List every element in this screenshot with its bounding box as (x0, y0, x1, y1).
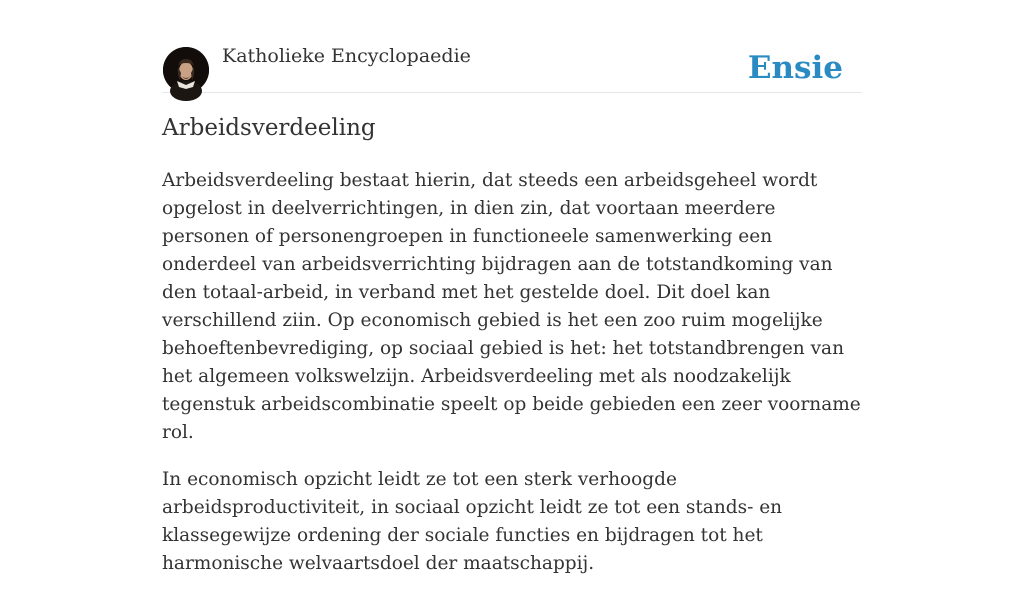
article-paragraph: Arbeidsverdeeling bestaat hierin, dat steeds een arbeidsgeheel wordt opgelost in deelverrichtingen, in dien zin, dat voortaan meerdere personen of personengroepen in functioneele samenwerking een onderdeel van arbeidsverrichting bijdragen aan de totstandkoming van den totaal-arbeid, in verband met het gestelde doel. Dit doel kan verschillend ziin. Op economisch gebied is het een zoo ruim mogelijke behoeftenbevrediging, op sociaal gebied is het: het totstandbrengen van het algemeen volkswelzijn. Arbeidsverdeeling met als noodzakelijk tegenstuk arbeidscombinatie speelt op beide gebieden een zeer voorname rol. (162, 170, 861, 443)
page-container (162, 0, 862, 574)
portrait-avatar-icon[interactable] (163, 47, 209, 93)
brand-logo[interactable]: Ensie (747, 50, 843, 86)
source-title[interactable]: Katholieke Encyclopaedie (222, 45, 471, 67)
article-body (162, 167, 862, 597)
article-title: Arbeidsverdeeling (162, 115, 376, 141)
page-header (162, 0, 862, 93)
article-paragraph: In economisch opzicht leidt ze tot een sterk verhoogde arbeidsproductiviteit, in sociaal opzicht leidt ze tot een stands- en klassegewijze ordening der sociale functies en bijdragen tot het harmonische welvaartsdoel der maatschappij. (162, 469, 783, 574)
